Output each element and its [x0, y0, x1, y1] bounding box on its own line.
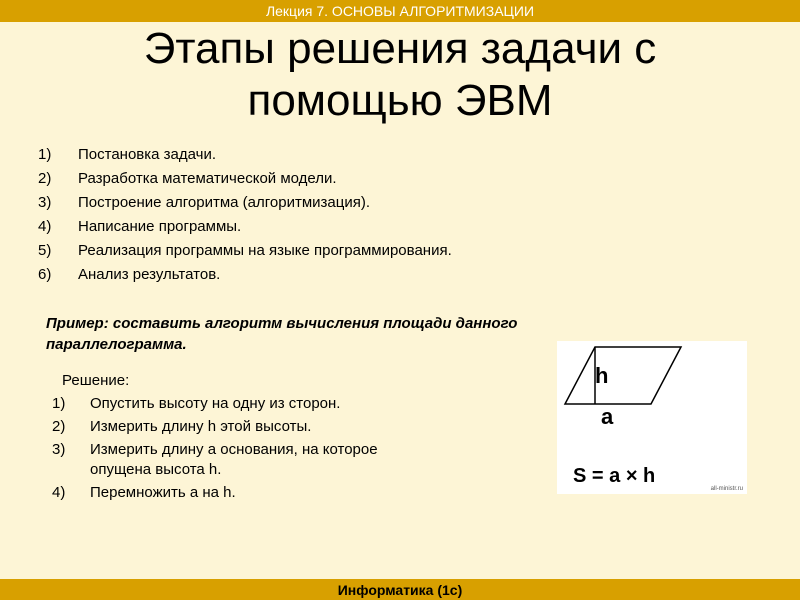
list-item [52, 417, 442, 437]
item-number: 1) [38, 146, 52, 163]
item-text: Реализация программы на языке программирования. [78, 242, 452, 259]
footer-bar [0, 579, 800, 600]
item-text: Написание программы. [78, 218, 242, 235]
parallelogram-figure [557, 341, 747, 494]
title-line-1: Этапы решения задачи с [143, 24, 657, 73]
area-formula: S = a × h [573, 465, 656, 487]
list-item [38, 167, 452, 191]
item-text: Анализ результатов. [78, 266, 221, 283]
example-line-2: параллелограмма. [46, 336, 187, 353]
item-text: Постановка задачи. [78, 146, 217, 163]
item-number: 3) [52, 441, 66, 458]
title-line-2: помощью ЭВМ [247, 76, 553, 125]
base-label: a [601, 404, 614, 429]
steps-list [38, 143, 452, 287]
item-number: 2) [38, 170, 52, 187]
example-text [46, 313, 626, 355]
item-number: 1) [52, 395, 66, 412]
item-number: 6) [38, 266, 52, 283]
item-text: Разработка математической модели. [78, 170, 337, 187]
item-number: 2) [52, 418, 66, 435]
header-text: Лекция 7. ОСНОВЫ АЛГОРИТМИЗАЦИИ [265, 3, 535, 19]
header-bar [0, 0, 800, 22]
solution-heading: Решение: [62, 372, 130, 389]
slide-title [0, 23, 800, 127]
item-text: Измерить длину a основания, на которое опущена высота h. [90, 441, 378, 478]
item-text: Построение алгоритма (алгоритмизация). [78, 194, 371, 211]
height-label: h [595, 363, 609, 388]
item-number: 5) [38, 242, 52, 259]
item-number: 4) [52, 484, 66, 501]
list-item [38, 263, 452, 287]
list-item [38, 143, 452, 167]
list-item [38, 239, 452, 263]
list-item [52, 483, 442, 503]
item-number: 4) [38, 218, 52, 235]
solution-steps-list [52, 394, 442, 506]
list-item [38, 191, 452, 215]
item-number: 3) [38, 194, 52, 211]
list-item [52, 440, 442, 480]
parallelogram-shape [565, 347, 681, 404]
footer-text: Информатика (1с) [337, 581, 463, 598]
item-text: Перемножить a на h. [90, 484, 236, 501]
watermark: all-ministr.ru [710, 486, 743, 492]
list-item [52, 394, 442, 414]
item-text: Опустить высоту на одну из сторон. [90, 395, 341, 412]
example-line-1: Пример: составить алгоритм вычисления площади данного [46, 315, 518, 332]
item-text: Измерить длину h этой высоты. [90, 418, 312, 435]
list-item [38, 215, 452, 239]
